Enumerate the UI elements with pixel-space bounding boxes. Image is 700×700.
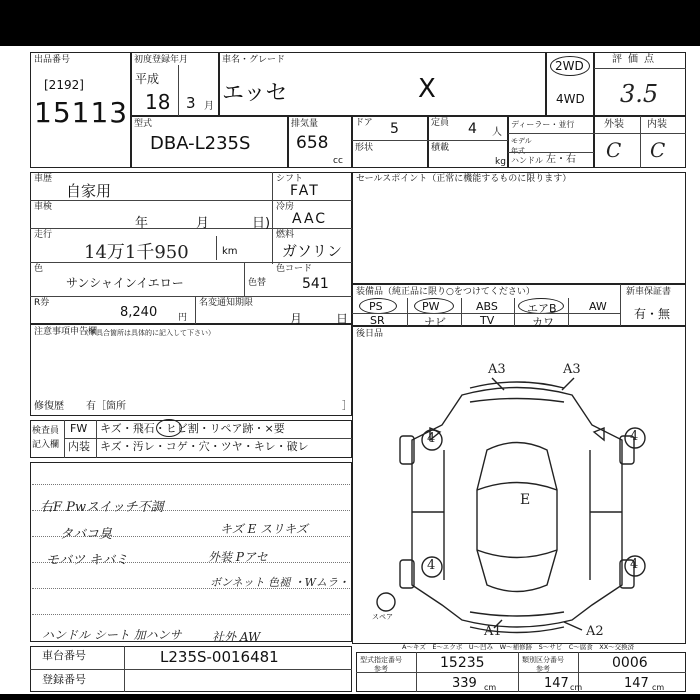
mark-4-rear-right: 4 [630, 557, 639, 572]
int-label: 内装 [68, 440, 90, 453]
history-label: 車歴 [34, 174, 53, 184]
lot-number: 15113 [34, 96, 129, 129]
name-change-month: 月 [290, 312, 303, 326]
mark-4-rear-left: 4 [427, 558, 436, 573]
displacement-label: 排気量 [291, 119, 319, 129]
inspection-label: 車検 [34, 202, 53, 212]
drive-2wd: 2WD [555, 59, 584, 73]
car-name: エッセ [222, 81, 288, 106]
color-label: 色 [34, 264, 44, 274]
fw-label: FW [70, 422, 88, 435]
recycle-label: R券 [34, 298, 50, 308]
dim-length: 339 [452, 676, 477, 691]
first-reg-label: 初度登録年月 [134, 55, 189, 65]
grade: X [418, 74, 436, 104]
inspection-day: 日) [252, 216, 271, 231]
hw-note-4: ハンドル シート 加ハンサ [42, 628, 182, 642]
inspector-label-2: 記入欄 [32, 440, 60, 450]
hw-note-8: 社外 AW [212, 630, 261, 644]
model-spec-label: 型式指定番号 [360, 656, 402, 664]
mark-a3-right: A3 [563, 362, 581, 377]
mark-a2-rear: A2 [586, 624, 604, 639]
doors-value: 5 [390, 121, 399, 137]
reg-year: 18 [145, 90, 171, 114]
reg-month: 3 [186, 94, 196, 112]
capacity-label: 定員 [431, 118, 450, 128]
equip-airbag: エアB [527, 302, 557, 315]
dealer-label: ディーラー・並行 [511, 120, 575, 129]
mark-a1-rear: A1 [484, 624, 502, 639]
shift-label: シフト [276, 174, 304, 184]
equipment-label: 装備品（純正品に限り○をつけてください） [356, 287, 535, 297]
month-unit: 月 [204, 101, 214, 112]
score-label: 評価点 [612, 54, 660, 65]
notes-small: （不具合箇所は具体的に記入して下さい） [82, 329, 215, 337]
rear-seat-label: 後日品 [356, 329, 384, 339]
history-value: 自家用 [66, 182, 112, 200]
lot-sub: [2192] [44, 78, 84, 92]
registration-label: 登録番号 [42, 673, 86, 686]
new-car-label: 新車保証書 [626, 287, 672, 297]
color-value: サンシャインイエロー [66, 276, 184, 290]
class-sub: 参考 [536, 665, 550, 673]
inspector-label-1: 検査員 [32, 426, 60, 436]
handle-label: ハンドル [511, 156, 543, 165]
fw-text: キズ・飛石・ヒビ割・リペア跡・×要 [100, 422, 285, 435]
doors-label: ドア [355, 118, 373, 128]
repair-value: 有［箇所 [86, 401, 126, 412]
name-change-label: 名変通知期限 [199, 298, 254, 308]
int-text: キズ・汚レ・コゲ・穴・ツヤ・キレ・破レ [100, 440, 309, 453]
name-change-day: 日 [336, 312, 349, 326]
inspection-month: 月 [196, 216, 210, 231]
color-swap-label: 色替 [248, 278, 267, 288]
bottom-black-bar [0, 694, 700, 700]
recycle-value: 8,240 [120, 305, 158, 320]
interior-grade: C [650, 138, 666, 162]
dim-length-unit: cm [484, 683, 497, 692]
fuel-label: 燃料 [276, 230, 295, 240]
repair-label: 修復歴 [34, 401, 64, 412]
model-label: 型式 [134, 119, 153, 129]
damage-legend: A～キズ E～エクボ U～凹み W～補修跡 S～サビ C～腐食 XX～交換済 [402, 643, 635, 651]
spare-label: スペア [372, 613, 393, 621]
inspection-year: 年 [135, 216, 149, 231]
capacity-value: 4 [468, 121, 477, 137]
model-value: DBA-L235S [150, 133, 251, 154]
chassis-number: L235S-0016481 [160, 648, 279, 666]
equip-tv: TV [480, 314, 495, 327]
equip-sr: SR [370, 314, 385, 327]
mark-a3-left: A3 [488, 362, 506, 377]
new-car-value: 有・無 [634, 307, 671, 321]
ac-label: 冷房 [276, 202, 295, 212]
car-name-label: 車名・グレード [222, 55, 286, 65]
mark-4-front-left: 4 [427, 431, 436, 446]
yen-unit: 円 [178, 313, 188, 323]
exterior-grade: C [606, 138, 622, 162]
shift-value: FAT [290, 183, 320, 199]
equip-abs: ABS [476, 300, 498, 313]
equip-aw: AW [589, 300, 607, 313]
mileage-label: 走行 [34, 230, 53, 240]
shape-label: 形状 [355, 143, 374, 153]
hw-note-6: 外装 Pアセ [208, 550, 268, 564]
mileage-unit: km [222, 246, 238, 257]
hw-note-3: モバツ キバミ [46, 553, 129, 568]
equip-leather: カワ [532, 316, 554, 329]
cc-unit: cc [333, 156, 343, 166]
hw-note-1: 右F Pwスイッチ不調 [40, 500, 164, 515]
class-label: 類別区分番号 [522, 656, 564, 664]
load-unit: kg [495, 157, 506, 167]
dim-height: 147 [624, 676, 649, 691]
car-damage-diagram [352, 340, 686, 640]
dim-width-unit: cm [570, 683, 583, 692]
drive-4wd: 4WD [556, 92, 585, 106]
model-spec-sub: 参考 [374, 665, 388, 673]
hw-note-7: ボンネット 色褪 ・Wムラ・ [210, 576, 349, 589]
color-code: 541 [302, 276, 329, 292]
load-label: 積載 [431, 143, 450, 153]
displacement-value: 658 [296, 133, 329, 153]
fw-circle-mark [156, 419, 182, 437]
era: 平成 [135, 72, 160, 86]
hw-note-5: キズ E スリキズ [220, 522, 308, 536]
mark-4-front-right: 4 [630, 429, 639, 444]
hw-note-2: タバコ臭 [60, 527, 112, 542]
lot-label: 出品番号 [34, 55, 71, 65]
equip-pw: PW [422, 300, 440, 313]
exterior-label: 外装 [604, 119, 624, 130]
sales-point-label: セールスポイント（正常に機能するものに限ります） [356, 174, 572, 184]
mark-e-roof: E [520, 492, 531, 508]
color-code-label: 色コード [276, 264, 313, 274]
handle-value: 左・右 [546, 154, 576, 165]
ac-value: AAC [292, 211, 328, 227]
notes-label: 注意事項申告欄 [34, 327, 98, 337]
dim-height-unit: cm [652, 683, 665, 692]
fuel-value: ガソリン [282, 242, 343, 260]
score-value: 3.5 [620, 80, 659, 108]
model-spec-value: 15235 [440, 655, 485, 671]
interior-label: 内装 [647, 119, 667, 130]
dim-width: 147 [544, 676, 569, 691]
repair-bracket: ］ [342, 401, 352, 412]
model-year-label: モデル年式 [511, 137, 532, 155]
chassis-label: 車台番号 [42, 649, 86, 662]
class-value: 0006 [612, 655, 648, 671]
capacity-unit: 人 [492, 127, 502, 138]
sales-point-box [352, 172, 686, 284]
mileage-value: 14万1千950 [84, 242, 189, 263]
equip-navi: ナビ [424, 316, 446, 329]
equip-ps: PS [369, 300, 383, 313]
top-black-bar [0, 0, 700, 46]
